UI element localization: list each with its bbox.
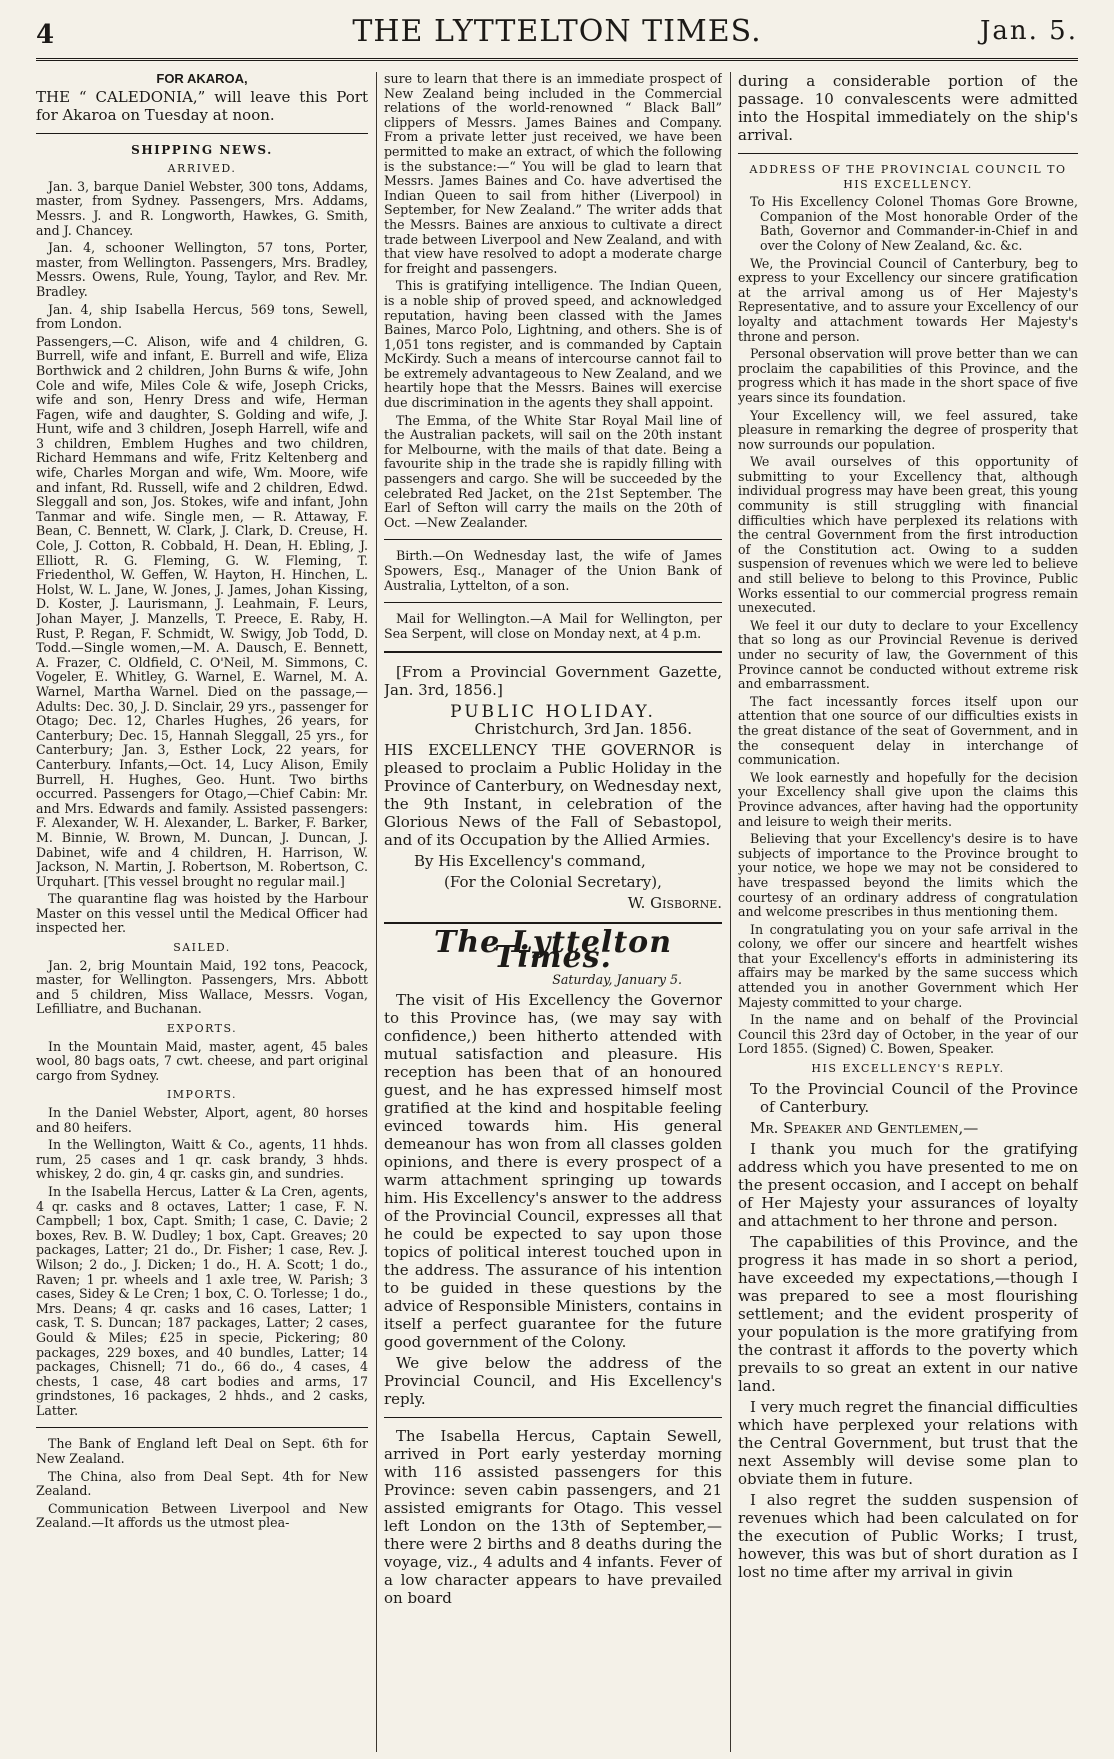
divider bbox=[384, 651, 722, 653]
birth-notice: Birth.—On Wednesday last, the wife of James Spowers, Esq., Manager of the Union Bank of Australia, Lyttelton, of a son. bbox=[384, 548, 722, 593]
masthead-rule bbox=[36, 58, 1078, 61]
issue-date: Jan. 5. bbox=[979, 16, 1078, 46]
by-command: By His Excellency's command, bbox=[414, 851, 646, 870]
isabella-hercus-article: The Isabella Hercus, Captain Sewell, arrived in Port early yesterday morning with 116 assisted passengers for this Province: seven cabin passengers, and 21 assisted emigrants for Otago. This vessel left London on the 13th of September,—there were 2 births and 8 deaths during the voyage, viz., 4 adults and 4 infants. Fever of a low character appears to have prevailed on board bbox=[384, 1426, 722, 1607]
column-2 bbox=[384, 72, 722, 1752]
communication-continued: sure to learn that there is an immediate prospect of New Zealand being included in the Commercial relations of the world-renowned “ Black Ball” clippers of Messrs. James Baines and Company. From a private letter just received, we have been permitted to make an extract, of which the following is the substance:—“ You will be glad to learn that Messrs. James Baines and Co. have advertised the Indian Queen to sail from hither (Liverpool) in September, for New Zealand.” The writer adds that the Messrs. Baines are anxious to cultivate a direct trade between Liverpool and New Zealand, and with that view have resolved to adopt a moderate charge for freight and passengers. bbox=[384, 72, 722, 276]
divider bbox=[36, 1427, 368, 1428]
for-colonial-secretary: (For the Colonial Secretary), bbox=[444, 872, 662, 891]
column-1 bbox=[36, 72, 368, 1752]
reply-paragraph: I also regret the sudden suspension of revenues which had been calculated on for the execution of Public Works; I trust, however, this was but of short duration as I lost no time after my arrival in givin bbox=[738, 1490, 1078, 1581]
divider bbox=[36, 133, 368, 134]
column-3 bbox=[738, 72, 1078, 1752]
indian-queen-article: This is gratifying intelligence. The Indian Queen, is a noble ship of proved speed, and acknowledged reputation, having been classed with the James Baines, Marco Polo, Lightning, and others. She is of 1,051 tons register, and is commanded by Captain McKirdy. Such a means of intercourse cannot fail to be extremely advantageous to New Zealand, and we heartily hope that the Messrs. Baines will exercise due discrimination in the agents they shall appoint. bbox=[384, 278, 722, 411]
imports-entry: In the Wellington, Waitt & Co., agents, 11 hhds. rum, 25 cases and 1 qr. cask brandy, 3 hhds. whiskey, 2 do. gin, 4 qr. casks gin, and sundries. bbox=[36, 1137, 368, 1182]
akaroa-notice: THE “ CALEDONIA,” will leave this Port for Akaroa on Tuesday at noon. bbox=[36, 87, 368, 124]
reply-recipient: To the Provincial Council of the Province of Canterbury. bbox=[750, 1079, 1078, 1116]
editorial-masthead: The Lyttelton Times. bbox=[434, 924, 672, 975]
reply-paragraph: I thank you much for the gratifying address which you have presented to me on the present occasion, and I accept on behalf of Her Majesty your assurances of loyalty and attachment to her throne and person. bbox=[738, 1139, 1078, 1230]
divider bbox=[384, 922, 722, 924]
editorial-paragraph: We give below the address of the Provincial Council, and His Excellency's reply. bbox=[384, 1353, 722, 1408]
arrival-entry: Jan. 4, schooner Wellington, 57 tons, Porter, master, from Wellington. Passengers, Mrs. Bradley, Messrs. Owens, Rule, Young, Taylor, and Rev. Mr. Bradley. bbox=[36, 240, 368, 299]
exports-label: EXPORTS. bbox=[166, 1022, 238, 1036]
columns bbox=[36, 72, 1078, 1752]
sailed-label: SAILED. bbox=[173, 941, 231, 955]
masthead bbox=[36, 0, 1078, 50]
address-paragraph: Your Excellency will, we feel assured, take pleasure in remarking the degree of prosperity that now surrounds our population. bbox=[738, 407, 1078, 452]
akaroa-heading: FOR AKAROA, bbox=[156, 72, 248, 86]
china-note: The China, also from Deal Sept. 4th for New Zealand. bbox=[36, 1468, 368, 1499]
quarantine-note: The quarantine flag was hoisted by the Harbour Master on this vessel until the Medical Officer had inspected her. bbox=[36, 891, 368, 936]
editorial-date: Saturday, January 5. bbox=[552, 972, 682, 988]
arrived-label: ARRIVED. bbox=[167, 162, 237, 176]
address-paragraph: We look earnestly and hopefully for the decision your Excellency shall give upon the claims this Province advances, after having had the opportunity and leisure to weigh their merits. bbox=[738, 769, 1078, 829]
address-paragraph: The fact incessantly forces itself upon our attention that one source of our difficulties exists in the great distance of the seat of Government, and in the consequent delay in interchange of communication. bbox=[738, 693, 1078, 768]
public-holiday-title: PUBLIC HOLIDAY. bbox=[450, 702, 656, 723]
address-recipient: To His Excellency Colonel Thomas Gore Browne, Companion of the Most honorable Order of the Bath, Governor and Commander-in-Chief in and over the Colony of New Zealand, &c. &c. bbox=[750, 194, 1078, 253]
address-paragraph: We, the Provincial Council of Canterbury, beg to express to your Excellency our sincere gratification at the arrival among us of Her Majesty's Representative, and to assure your Excellency of our loyalty and attachment towards Her Majesty's throne and person. bbox=[738, 255, 1078, 344]
communication-article: Communication Between Liverpool and New Zealand.—It affords us the utmost plea- bbox=[36, 1500, 368, 1531]
imports-entry: In the Daniel Webster, Alport, agent, 80 horses and 80 heifers. bbox=[36, 1105, 368, 1135]
address-signoff: In the name and on behalf of the Provincial Council this 23rd day of October, in the year of our Lord 1855. (Signed) C. Bowen, Speaker. bbox=[738, 1012, 1078, 1057]
divider bbox=[738, 153, 1078, 154]
holiday-place-date: Christchurch, 3rd Jan. 1856. bbox=[474, 719, 692, 738]
newspaper-title: THE LYTTELTON TIMES. bbox=[352, 14, 762, 49]
column-divider bbox=[376, 72, 377, 1752]
address-paragraph: In congratulating you on your safe arrival in the colony, we offer our sincere and heartfelt wishes that your Excellency's efforts in administering its affairs may be marked by the same success which attended you in another Government which Her Majesty committed to your charge. bbox=[738, 921, 1078, 1010]
gazette-source: [From a Provincial Government Gazette, Jan. 3rd, 1856.] bbox=[384, 663, 722, 700]
address-paragraph: Believing that your Excellency's desire is to have subjects of importance to the Province brought to your notice, we hope we may not be considered to have trespassed beyond the limits which the courtesy of an ordinary address of congratulation and welcome prescribes in thus mentioning them. bbox=[738, 831, 1078, 920]
reply-salutation: Mr. Speaker and Gentlemen,— bbox=[750, 1118, 979, 1137]
divider bbox=[384, 539, 722, 540]
arrival-entry: Jan. 3, barque Daniel Webster, 300 tons, Addams, master, from Sydney. Passengers, Mrs. Addams, Messrs. J. and R. Longworth, Hawkes, G. Smith, and J. Chancey. bbox=[36, 178, 368, 238]
signature-gisborne: W. Gisborne. bbox=[627, 893, 722, 912]
reply-paragraph: I very much regret the financial difficulties which have perplexed your relations with the Central Government, but trust that the next Assembly will devise some plan to obviate them in future. bbox=[738, 1397, 1078, 1488]
page-number: 4 bbox=[36, 20, 55, 50]
divider bbox=[384, 602, 722, 603]
passenger-list: Passengers,—C. Alison, wife and 4 children, G. Burrell, wife and infant, E. Burrell and wife, Eliza Borthwick and 2 children, John Burns & wife, John Cole and wife, Miles Cole & wife, Joseph Cricks, wife and son, Henry Dress and wife, Herman Fagen, wife and daughter, S. Golding and wife, J. Hunt, wife and 3 children, Joseph Harrell, wife and 3 children, Emblem Hughes and two children, Richard Hemmans and wife, Fritz Keltenberg and wife, Charles Morgan and wife, Wm. Moore, wife and infant, Rd. Russell, wife and 2 children, Edwd. Sleggall and son, Jos. Stokes, wife and infant, John Tanmar and wife. Single men, — R. Attaway, F. Bean, C. Bennett, W. Clark, J. Clark, D. Creuse, H. Cole, J. Cotton, R. Cobbald, H. Dean, H. Ebling, J. Elliott, R. G. Fleming, G. W. Fleming, T. Friedenthol, W. Geffen, W. Hayton, H. Hinchen, L. Holst, W. L. Jane, W. Jones, J. James, Johan Kissing, D. Koster, J. Laurismann, J. Leahmain, F. Leurs, Johan Mayer, J. Manzells, T. Preece, E. Raby, H. Rust, P. Regan, F. Schmidt, W. Swigy, Job Todd, D. Todd.—Single women,—M. A. Dausch, E. Bennett, A. Frazer, C. Oldfield, C. O'Neil, M. Simmons, C. Vogeler, E. Whitley, G. Warnel, E. Warnel, M. A. Warnel, Martha Warnel. Died on the passage,—Adults: Dec. 30, J. D. Sinclair, 29 yrs., passenger for Otago; Dec. 12, Charles Hughes, 26 years, for Canterbury; Dec. 15, Hannah Sleggall, 25 yrs., for Canterbury; Jan. 3, Esther Lock, 22 years, for Canterbury. Infants,—Oct. 14, Lucy Alison, Emily Burrell, H. Hughes, Geo. Hunt. Two births occurred. Passengers for Otago,—Chief Cabin: Mr. and Mrs. Edwards and family. Assisted passengers: F. Alexander, W. H. Alexander, L. Barker, F. Barker, M. Binnie, W. Brown, M. Duncan, J. Duncan, J. Dabinet, wife and 4 children, H. Harrison, W. Jackson, N. Martin, J. Robertson, M. Robertson, C. Urquhart. [This vessel brought no regular mail.] bbox=[36, 333, 368, 889]
emma-article: The Emma, of the White Star Royal Mail line of the Australian packets, will sail on the 20th instant for Melbourne, with the mails of that date. Being a favourite ship in the trade she is rapidly filling with passengers and cargo. She will be succeeded by the celebrated Red Jacket, on the 21st September. The Earl of Sefton will carry the mails on the 20th of Oct. —New Zealander. bbox=[384, 412, 722, 530]
imports-entry: In the Isabella Hercus, Latter & La Cren, agents, 4 qr. casks and 8 octaves, Latter; 1 case, F. N. Campbell; 1 box, Capt. Smith; 1 case, C. Davie; 2 boxes, Rev. B. W. Dudley; 1 box, Capt. Greaves; 20 packages, Latter; 21 do., Dr. Fisher; 1 case, Rev. J. Wilson; 2 do., J. Dicken; 1 do., H. A. Scott; 1 do., Raven; 1 pr. wheels and 1 axle tree, W. Parish; 3 cases, Sidey & Le Cren; 1 box, C. O. Torlesse; 1 do., Mrs. Deans; 4 qr. casks and 16 cases, Latter; 1 cask, T. S. Duncan; 187 packages, Latter; 2 cases, Gould & Miles; £25 in specie, Pickering; 80 packages, 229 boxes, and 40 bundles, Latter; 14 packages, Chisnell; 71 do., 66 do., 4 cases, 4 chests, 1 case, 48 cart bodies and arms, 17 grindstones, 16 packages, 2 hhds., and 2 casks, Latter. bbox=[36, 1183, 368, 1418]
address-paragraph: We feel it our duty to declare to your Excellency that so long as our Provincial Revenue is derived under no security of law, the Government of this Province cannot be conducted without extreme risk and embarrassment. bbox=[738, 617, 1078, 692]
address-paragraph: Personal observation will prove better than we can proclaim the capabilities of this Province, and the progress which it has made in the short space of five years since its foundation. bbox=[738, 346, 1078, 405]
column-divider bbox=[730, 72, 731, 1752]
shipping-heading: SHIPPING NEWS. bbox=[131, 142, 273, 157]
reply-title: HIS EXCELLENCY'S REPLY. bbox=[811, 1062, 1005, 1076]
holiday-proclamation: HIS EXCELLENCY THE GOVERNOR is pleased to proclaim a Public Holiday in the Province of Canterbury, on Wednesday next, the 9th Instant, in celebration of the Glorious News of the Fall of Sebastopol, and of its Occupation by the Allied Armies. bbox=[384, 740, 722, 849]
address-paragraph: We avail ourselves of this opportunity of submitting to your Excellency that, although individual progress may have been great, this young community is still struggling with financial difficulties which have perplexed its relations with the central Government from the first introduction of the Constitution act. Owing to a sudden suspension of revenues which we were led to believe and still believe to belong to this Province, Public Works essential to our commercial progress remain unexecuted. bbox=[738, 454, 1078, 616]
mail-notice: Mail for Wellington.—A Mail for Wellington, per Sea Serpent, will close on Monday next, at 4 p.m. bbox=[384, 611, 722, 641]
editorial-paragraph: The visit of His Excellency the Governor to this Province has, (we may say with confidence,) been hitherto attended with mutual satisfaction and pleasure. His reception has been that of an honoured guest, and he has expressed himself most gratified at the kind and hospitable feeling evinced towards him. His general demeanour has won from all classes golden opinions, and there is every prospect of a warm attachment springing up towards him. His Excellency's answer to the address of the Provincial Council, expresses all that he could be expected to say upon those topics of political interest touched upon in the address. The assurance of his intention to be guided in these questions by the advice of Responsible Ministers, contains in itself a perfect guarantee for the future good government of the Colony. bbox=[384, 990, 722, 1351]
hercus-continued: during a considerable portion of the passage. 10 convalescents were admitted into the Hospital immediately on the ship's arrival. bbox=[738, 72, 1078, 144]
reply-paragraph: The capabilities of this Province, and the progress it has made in so short a period, have exceeded my expectations,—though I was prepared to see a most flourishing settlement; and the evident prosperity of your population is the more gratifying from the contrast it affords to the poverty which prevails to so great an extent in our native land. bbox=[738, 1232, 1078, 1395]
address-title: ADDRESS OF THE PROVINCIAL COUNCIL TO HIS EXCELLENCY. bbox=[749, 163, 1067, 191]
exports-entry: In the Mountain Maid, master, agent, 45 bales wool, 80 bags oats, 7 cwt. cheese, and part original cargo from Sydney. bbox=[36, 1038, 368, 1083]
arrival-entry: Jan. 4, ship Isabella Hercus, 569 tons, Sewell, from London. bbox=[36, 301, 368, 332]
divider bbox=[384, 1417, 722, 1418]
imports-label: IMPORTS. bbox=[166, 1088, 238, 1102]
bank-of-england-note: The Bank of England left Deal on Sept. 6th for New Zealand. bbox=[36, 1436, 368, 1467]
sailed-entry: Jan. 2, brig Mountain Maid, 192 tons, Peacock, master, for Wellington. Passengers, Mrs. Abbott and 5 children, Miss Wallace, Messrs. Vogan, Lefilliatre, and Buchanan. bbox=[36, 957, 368, 1017]
